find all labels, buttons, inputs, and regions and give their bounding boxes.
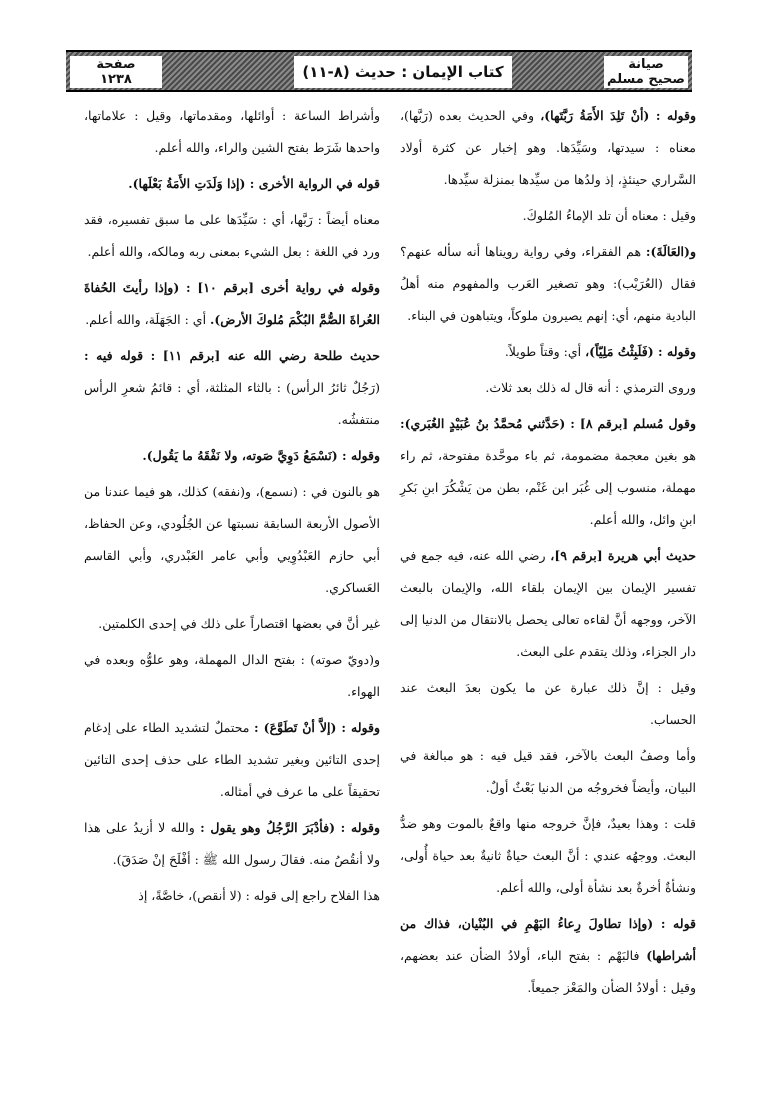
paragraph xyxy=(84,644,380,708)
left-column xyxy=(84,100,380,916)
paragraph-text: وقيل : إنَّ ذلك عبارة عن ما يكون بعدَ البعث عند الحساب. xyxy=(400,680,696,727)
paragraph-text: وأما وصفُ البعث بالآخر، فقد قيل فيه : هو مبالغة في البيان، وأيضاً فخروجُه من الدنيا بَعْثٌ أولٌ. xyxy=(400,748,696,795)
paragraph-lead: وقوله : (فأدْبَرَ الرَّجُلُ وهو يقول : xyxy=(200,820,380,835)
paragraph-text: وقيل : معناه أن تلد الإماءُ المُلوكَ. xyxy=(522,208,696,223)
paragraph-lead: قوله في الرواية الأخرى : (إذا وَلَدَتِ الأَمَةُ بَعْلَها). xyxy=(128,176,380,191)
book-title-line1: صيانة xyxy=(628,57,664,72)
paragraph-text: قلت : وهذا بعيدٌ، فإنَّ خروجه منها واقعٌ بالموت وهو ضدُّ البعث. ووجهُه عندي : أنَّ البعث حياةٌ ثانيةٌ بعد حياة أُولى، ونشأةٌ أخرةٌ بعد نشأة أولى، والله أعلم. xyxy=(400,816,696,895)
paragraph xyxy=(400,808,696,904)
paragraph-lead: حديث أبي هريرة [برقم ٩]، xyxy=(550,548,696,563)
paragraph xyxy=(400,540,696,668)
paragraph xyxy=(400,200,696,232)
paragraph xyxy=(84,168,380,200)
paragraph-lead: وقوله : (إلاَّ أنْ تَطَوَّعَ) : xyxy=(254,720,380,735)
paragraph-text: هم الفقراء، وفي رواية رويناها أنه سأله عنهم؟ فقال (العُرَيْب): وهو تصغير العَرب والمفهوم منه أهلُ البادية منهم، أي: إنهم يصيرون ملوكاً، ويتباهون في البناء. xyxy=(400,244,696,323)
book-title-box xyxy=(604,56,688,88)
paragraph-lead: قوله : (وإذا تطاولَ رِعاءُ البَهْمِ في البُنْيان، فذاك من أشراطها) xyxy=(400,916,696,963)
chapter-title: كتاب الإيمان : حديث (٨-١١) xyxy=(302,62,504,81)
paragraph-text: (رَجُلٌ ثائرُ الرأس) : بالثاء المثلثة، أي : قائمُ شعرِ الرأس منتفشُه. xyxy=(84,380,380,427)
paragraph-text: وفي الحديث بعده (رَبَّها)، معناه : سيدتها، وسَيِّدَها. وهو إخبار عن كثرة أولاد السَّراري حينئذٍ، إذ ولدُها من سيِّدها بمنزلة سيِّدها. xyxy=(400,108,696,187)
right-column xyxy=(400,100,696,1008)
paragraph xyxy=(400,100,696,196)
paragraph xyxy=(400,740,696,804)
paragraph-text: أي : الجَهَلَة، والله أعلم. xyxy=(85,312,211,327)
paragraph-lead: وقوله : (فَلَبِثْتُ مَلِيّاً)، xyxy=(585,344,696,359)
paragraph-text: هو بالنون في : (نسمع)، و(نفقه) كذلك، هو فيما عندنا من الأصول الأربعة السابقة نسبتها عن الجُلُودي، وعن الحفاظ، أبي حازم العَبْدُوِيي وأبي عامر العَبْدري، وأبي القاسم العَساكري. xyxy=(84,484,380,595)
paragraph xyxy=(400,372,696,404)
paragraph-text: وروى الترمذي : أنه قال له ذلك بعد ثلاث. xyxy=(485,380,696,395)
paragraph-lead: وقول مُسلم [برقم ٨] : (حَدَّثني مُحمَّدُ بنُ عُبَيْدٍ الغُبَري): xyxy=(400,416,696,431)
paragraph xyxy=(84,608,380,640)
page-number-box xyxy=(70,56,162,88)
paragraph xyxy=(84,712,380,808)
paragraph xyxy=(84,476,380,604)
paragraph-text: هذا الفلاح راجع إلى قوله : (لا أنقص)، خاصَّةً، إذ xyxy=(138,888,380,903)
paragraph xyxy=(400,236,696,332)
book-title-line2: صحيح مسلم xyxy=(607,72,685,87)
paragraph-text: وأشراط الساعة : أوائلها، ومقدماتها، وقيل : علاماتها، واحدها شَرَط بفتح الشين والراء، والله أعلم. xyxy=(84,108,380,155)
paragraph-text: أي: وقتاً طويلاً. xyxy=(504,344,586,359)
paragraph xyxy=(84,440,380,472)
paragraph xyxy=(400,336,696,368)
paragraph-lead: وقوله : (نَسْمَعُ دَوِيَّ صَوته، ولا نَفْقَهُ ما يَقُول). xyxy=(142,448,380,463)
paragraph xyxy=(84,204,380,268)
chapter-title-box xyxy=(294,56,512,88)
paragraph-text: رضي الله عنه، فيه جمع في تفسير الإيمان بين الإيمان بلقاء الله، والإيمان بالبعث الآخر، ووجهه أنَّ لقاءه تعالى يحصل بالانتقال من الدنيا إلى دار الجزاء، وذلك يتقدم على البعث. xyxy=(400,548,696,659)
paragraph-text: فالبَهْم : بفتح الباء، أولادُ الضأن عند بعضهم، وقيل : أولادُ الضأن والمَعْز جميعاً. xyxy=(400,948,696,995)
page-label: صفحة xyxy=(96,57,136,72)
paragraph-text: والله لا أزيدُ على هذا ولا أنقُصُ منه. فقالَ رسول الله ﷺ : أفْلَحَ إنْ صَدَقَ). xyxy=(84,820,380,867)
paragraph xyxy=(84,880,380,912)
paragraph xyxy=(400,408,696,536)
paragraph xyxy=(400,672,696,736)
paragraph xyxy=(84,340,380,436)
paragraph xyxy=(84,272,380,336)
paragraph-text: هو بغين معجمة مضمومة، ثم باء موحَّدة مفتوحة، ثم راء مهملة، منسوب إلى غُبَر ابن غَنْم، بطن من يَشْكُرَ ابنِ بَكرِ ابنِ وائل، والله أعلم. xyxy=(400,448,696,527)
paragraph xyxy=(84,812,380,876)
paragraph-lead: و(العَالَةَ): xyxy=(645,244,696,259)
page-header xyxy=(66,50,692,92)
paragraph-text: معناه أيضاً : رَبَّها، أي : سَيِّدَها على ما سبق تفسيره، فقد ورد في اللغة : بعل الشيء بمعنى ربه ومالكه، والله أعلم. xyxy=(84,212,380,259)
paragraph xyxy=(400,908,696,1004)
paragraph xyxy=(84,100,380,164)
paragraph-text: محتملٌ لتشديد الطاء على إدغام إحدى التائين وبغير تشديد الطاء على حذف إحدى التائين تحقيقاً على ما عرف في أمثاله. xyxy=(84,720,380,799)
paragraph-lead: حديث طلحة رضي الله عنه [برقم ١١] : قوله فيه : xyxy=(84,348,380,363)
page-number: ١٢٣٨ xyxy=(100,72,132,87)
paragraph-lead: وقوله : (أنْ تَلِدَ الأَمَةُ رَبَّتَها)، xyxy=(540,108,697,123)
paragraph-text: و(دويّ صوته) : بفتح الدال المهملة، وهو علوُّه وبعده في الهواء. xyxy=(84,652,380,699)
paragraph-text: غير أنَّ في بعضها اقتصاراً على ذلك في إحدى الكلمتين. xyxy=(98,616,380,631)
paragraph-lead: وقوله في رواية أخرى [برقم ١٠] : (وإذا رأيتَ الحُفاةَ العُراةَ الصُّمَّ البُكْمَ مُلوكَ الأرض). xyxy=(84,280,380,327)
